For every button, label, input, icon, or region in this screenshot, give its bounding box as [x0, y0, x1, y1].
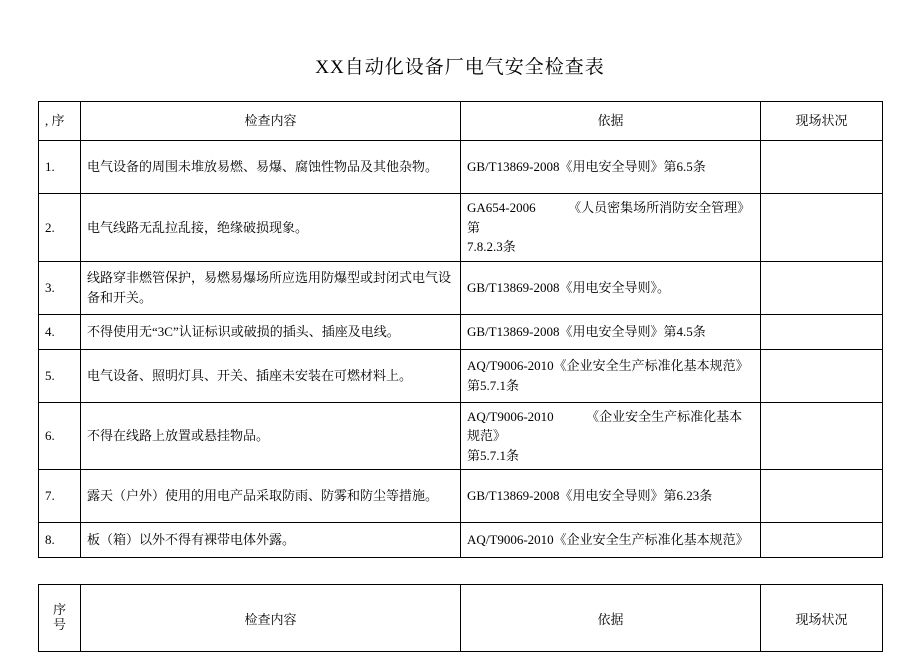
checklist-table-wrapper: [0, 101, 920, 652]
row-content: 不得使用无“3C”认证标识或破损的插头、插座及电线。: [81, 314, 461, 349]
row-basis: [461, 523, 761, 558]
continuation-header-row: [39, 585, 883, 652]
row-basis-line1: GA654-2006 《人员密集场所消防安全管理》第: [467, 200, 751, 235]
row-basis-line1: AQ/T9006-2010 《企业安全生产标准化基本规范》: [467, 408, 743, 443]
row-basis-line1: GB/T13869-2008《用电安全导则》第4.5条: [467, 323, 706, 339]
row-number: 3.: [39, 261, 81, 314]
row-basis: [461, 194, 761, 262]
table-row: [39, 349, 883, 402]
row-number: 1.: [39, 141, 81, 194]
row-status[interactable]: [761, 261, 883, 314]
table-row: [39, 470, 883, 523]
row-status[interactable]: [761, 194, 883, 262]
table-header: [39, 102, 883, 141]
table-header-row: [39, 102, 883, 141]
table-row: [39, 261, 883, 314]
row-basis-line1: AQ/T9006-2010《企业安全生产标准化基本规范》: [467, 358, 749, 373]
row-basis: [461, 349, 761, 402]
continuation-column-header-content: 检查内容: [81, 585, 461, 652]
continuation-column-header-status: 现场状况: [761, 585, 883, 652]
row-basis: [461, 402, 761, 470]
row-basis: [461, 470, 761, 523]
column-header-no: , 序: [39, 102, 81, 141]
page-title: XX自动化设备厂电气安全检查表: [315, 57, 605, 78]
row-basis-line2: 7.8.2.3条: [467, 239, 516, 254]
continuation-header-table: [38, 584, 883, 652]
row-content: 电气设备、照明灯具、开关、插座未安装在可燃材料上。: [81, 349, 461, 402]
column-header-basis: 依据: [461, 102, 761, 141]
row-status[interactable]: [761, 349, 883, 402]
row-number: 5.: [39, 349, 81, 402]
table-row: [39, 402, 883, 470]
row-basis-line2: 第5.7.1条: [467, 447, 520, 463]
row-basis-line1: AQ/T9006-2010《企业安全生产标准化基本规范》: [467, 532, 749, 548]
row-number: 7.: [39, 470, 81, 523]
row-content: 不得在线路上放置或悬挂物品。: [81, 402, 461, 470]
table-row: [39, 194, 883, 262]
row-status[interactable]: [761, 470, 883, 523]
row-basis-line1: GB/T13869-2008《用电安全导则》。: [467, 279, 670, 295]
continuation-no-char-2: 号: [52, 617, 66, 632]
row-number: 6.: [39, 402, 81, 470]
row-content: 露天（户外）使用的用电产品采取防雨、防雾和防尘等措施。: [81, 470, 461, 523]
row-content: 板（箱）以外不得有裸带电体外露。: [81, 523, 461, 558]
row-content: 线路穿非燃管保护，易燃易爆场所应选用防爆型或封闭式电气设备和开关。: [81, 261, 461, 314]
row-status[interactable]: [761, 314, 883, 349]
row-status[interactable]: [761, 402, 883, 470]
column-header-status: 现场状况: [761, 102, 883, 141]
continuation-column-header-no: [39, 585, 81, 652]
row-number: 2.: [39, 194, 81, 262]
column-header-content: 检查内容: [81, 102, 461, 141]
row-content: 电气线路无乱拉乱接，绝缘破损现象。: [81, 194, 461, 262]
row-number: 8.: [39, 523, 81, 558]
row-number: 4.: [39, 314, 81, 349]
row-status[interactable]: [761, 141, 883, 194]
electrical-safety-checklist-table: [38, 101, 883, 558]
row-status[interactable]: [761, 523, 883, 558]
continuation-no-char-1: 序: [52, 602, 66, 618]
row-basis-line1: GB/T13869-2008《用电安全导则》第6.23条: [467, 488, 713, 504]
table-row: [39, 314, 883, 349]
table-row: [39, 141, 883, 194]
row-basis: [461, 314, 761, 349]
row-basis-line2: 第5.7.1条: [467, 377, 520, 393]
table-row: [39, 523, 883, 558]
row-content: 电气设备的周围未堆放易燃、易爆、腐蚀性物品及其他杂物。: [81, 141, 461, 194]
continuation-column-header-basis: 依据: [461, 585, 761, 652]
row-basis: [461, 261, 761, 314]
row-basis: [461, 141, 761, 194]
row-basis-line1: GB/T13869-2008《用电安全导则》第6.5条: [467, 159, 706, 175]
table-body: [39, 141, 883, 558]
